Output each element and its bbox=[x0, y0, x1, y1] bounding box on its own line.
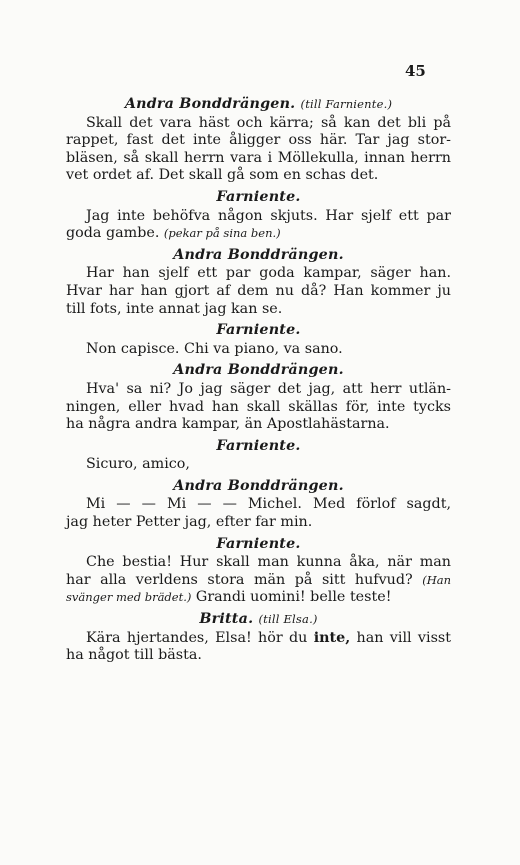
text-line: Jag inte behöfva någon skjuts. Har sjelf ett par bbox=[86, 207, 451, 224]
text-line: Hva' sa ni? Jo jag säger det jag, att herr utlän- bbox=[86, 380, 451, 397]
speaker-name: Farniente. bbox=[216, 322, 301, 339]
speaker-heading bbox=[66, 611, 451, 629]
speaker-name: Farniente. bbox=[216, 188, 301, 205]
text-line: ha några andra kampar, än Apostlahästarna. bbox=[66, 416, 390, 433]
text-line: Hvar har han gjort af dem nu då? Han kommer ju bbox=[66, 282, 451, 299]
stage-direction: (till Farniente.) bbox=[300, 97, 393, 111]
text-line: Sicuro, amico, bbox=[86, 456, 190, 473]
text-line bbox=[66, 630, 451, 648]
speaker-heading bbox=[66, 438, 451, 456]
text-line: bläsen, så skall herrn vara i Möllekulla, innan herrn bbox=[66, 149, 451, 166]
stage-direction: (pekar på sina ben.) bbox=[163, 226, 281, 241]
text-line: jag heter Petter jag, efter far min. bbox=[66, 514, 313, 531]
text-line: Non capisce. Chi va piano, va sano. bbox=[86, 340, 343, 357]
text-line: Skall det vara häst och kärra; så kan det bli på bbox=[86, 114, 451, 131]
speaker-name: Britta. bbox=[199, 611, 254, 628]
text-line: rappet, fast det inte åligger oss här. Tar jag stor- bbox=[66, 132, 451, 149]
text-line bbox=[66, 572, 451, 590]
speaker-heading bbox=[66, 247, 451, 265]
text-line: ha något till bästa. bbox=[66, 647, 202, 664]
stage-direction: (Han bbox=[422, 572, 451, 587]
line-text: goda gambe. bbox=[66, 225, 160, 242]
text-line: vet ordet af. Det skall gå som en schas det. bbox=[66, 167, 379, 184]
speaker-name: Andra Bonddrängen. bbox=[173, 477, 344, 494]
text-line: Che bestia! Hur skall man kunna åka, när man bbox=[86, 554, 451, 571]
speaker-heading bbox=[66, 96, 451, 114]
speaker-heading bbox=[66, 322, 451, 340]
line-text: han vill visst bbox=[356, 629, 451, 646]
text-line bbox=[66, 589, 451, 607]
speaker-heading bbox=[66, 478, 451, 496]
emphasized-text: inte, bbox=[313, 629, 351, 646]
page-number: 45 bbox=[405, 62, 426, 80]
stage-direction: svänger med brädet.) bbox=[66, 590, 192, 605]
text-line: Mi — — Mi — — Michel. Med förlof sagdt, bbox=[86, 496, 451, 513]
line-text: har alla verldens stora män på sitt hufvud? bbox=[66, 571, 413, 588]
speaker-heading bbox=[66, 536, 451, 554]
play-text bbox=[66, 96, 451, 665]
line-text: Kära hjertandes, Elsa! hör du bbox=[86, 629, 308, 646]
text-line: Har han sjelf ett par goda kampar, säger han. bbox=[86, 265, 451, 282]
text-line: till fots, inte annat jag kan se. bbox=[66, 300, 283, 317]
speaker-name: Andra Bonddrängen. bbox=[173, 362, 344, 379]
text-line bbox=[66, 225, 451, 243]
text-line: ningen, eller hvad han skall skällas för, inte tycks bbox=[66, 398, 451, 415]
stage-direction: (till Elsa.) bbox=[258, 612, 318, 627]
speaker-heading bbox=[66, 189, 451, 207]
speaker-name: Andra Bonddrängen. bbox=[173, 246, 344, 263]
speaker-heading bbox=[66, 362, 451, 380]
speaker-name: Andra Bonddrängen. bbox=[124, 96, 296, 112]
line-text: Grandi uomini! belle teste! bbox=[195, 589, 392, 606]
speaker-name: Farniente. bbox=[216, 437, 301, 454]
speaker-name: Farniente. bbox=[216, 535, 301, 552]
